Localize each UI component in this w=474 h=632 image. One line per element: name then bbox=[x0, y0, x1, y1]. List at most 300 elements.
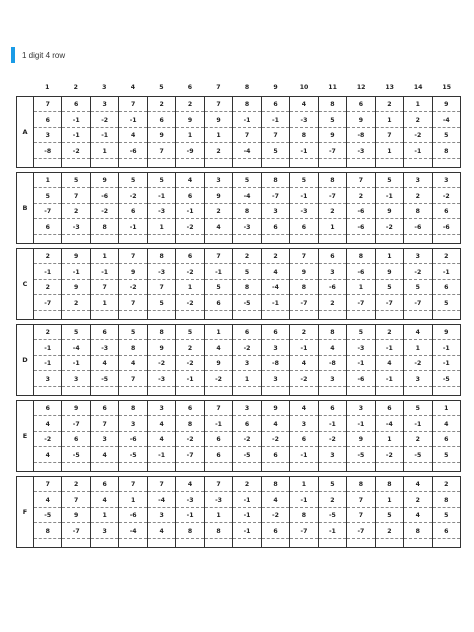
digit-cell: 5 bbox=[205, 280, 232, 295]
answer-cell[interactable] bbox=[119, 311, 146, 321]
problem-column bbox=[119, 249, 147, 319]
digit-cell: 7 bbox=[290, 249, 317, 264]
digit-cell: -8 bbox=[347, 128, 374, 143]
digit-cell: 8 bbox=[176, 417, 203, 432]
digit-cell: -5 bbox=[347, 448, 374, 463]
block-label: D bbox=[17, 325, 34, 395]
digit-cell: 1 bbox=[91, 508, 118, 523]
digit-cell: -1 bbox=[376, 341, 403, 356]
digit-cell: -4 bbox=[233, 189, 260, 204]
digit-cell: 8 bbox=[233, 97, 260, 112]
digit-cell: 5 bbox=[176, 325, 203, 340]
answer-cell[interactable] bbox=[233, 311, 260, 321]
digit-cell: 4 bbox=[205, 220, 232, 235]
digit-cell: -5 bbox=[62, 448, 89, 463]
digit-cell: -3 bbox=[347, 341, 374, 356]
digit-cell: 6 bbox=[176, 401, 203, 416]
digit-cell: -6 bbox=[91, 189, 118, 204]
answer-cell[interactable] bbox=[91, 235, 118, 245]
digit-cell: -2 bbox=[433, 189, 460, 204]
block-label: C bbox=[17, 249, 34, 319]
answer-cell[interactable] bbox=[119, 159, 146, 169]
digit-cell: 4 bbox=[119, 356, 146, 371]
digit-cell: -2 bbox=[119, 280, 146, 295]
problem-column bbox=[404, 97, 432, 167]
problem-column bbox=[148, 325, 176, 395]
digit-cell: -2 bbox=[176, 432, 203, 447]
digit-cell: -1 bbox=[233, 113, 260, 128]
digit-cell: -2 bbox=[176, 356, 203, 371]
column-header: 7 bbox=[216, 84, 221, 91]
digit-cell: 8 bbox=[433, 144, 460, 159]
digit-cell: -1 bbox=[148, 189, 175, 204]
digit-cell: 1 bbox=[404, 341, 431, 356]
digit-cell: -2 bbox=[176, 265, 203, 280]
digit-cell: 1 bbox=[376, 113, 403, 128]
problem-column bbox=[404, 173, 432, 243]
answer-cell[interactable] bbox=[205, 159, 232, 169]
answer-cell[interactable] bbox=[205, 463, 232, 473]
answer-cell[interactable] bbox=[319, 311, 346, 321]
digit-cell: -6 bbox=[433, 220, 460, 235]
answer-cell[interactable] bbox=[376, 387, 403, 397]
digit-cell: 1 bbox=[319, 220, 346, 235]
problem-column bbox=[176, 173, 204, 243]
digit-cell: 1 bbox=[91, 249, 118, 264]
answer-cell[interactable] bbox=[262, 387, 289, 397]
answer-cell[interactable] bbox=[347, 235, 374, 245]
digit-cell: 9 bbox=[319, 128, 346, 143]
digit-cell: 6 bbox=[433, 432, 460, 447]
answer-cell[interactable] bbox=[433, 463, 460, 473]
answer-cell[interactable] bbox=[91, 311, 118, 321]
digit-cell: 4 bbox=[404, 508, 431, 523]
digit-cell: 2 bbox=[347, 189, 374, 204]
digit-cell: -1 bbox=[290, 189, 317, 204]
digit-cell: 6 bbox=[376, 401, 403, 416]
answer-cell[interactable] bbox=[34, 311, 61, 321]
digit-cell: 7 bbox=[34, 477, 61, 492]
digit-cell: -1 bbox=[62, 113, 89, 128]
answer-cell[interactable] bbox=[176, 387, 203, 397]
digit-cell: 7 bbox=[148, 144, 175, 159]
answer-cell[interactable] bbox=[91, 387, 118, 397]
problem-column bbox=[62, 325, 90, 395]
answer-cell[interactable] bbox=[233, 387, 260, 397]
digit-cell: 1 bbox=[91, 296, 118, 311]
answer-cell[interactable] bbox=[119, 387, 146, 397]
answer-cell[interactable] bbox=[376, 235, 403, 245]
digit-cell: 8 bbox=[119, 401, 146, 416]
answer-cell[interactable] bbox=[148, 463, 175, 473]
problem-column bbox=[319, 477, 347, 547]
answer-cell[interactable] bbox=[205, 539, 232, 549]
answer-cell[interactable] bbox=[148, 311, 175, 321]
digit-cell: -2 bbox=[404, 265, 431, 280]
digit-cell: -4 bbox=[119, 524, 146, 539]
answer-cell[interactable] bbox=[91, 463, 118, 473]
digit-cell: 3 bbox=[433, 173, 460, 188]
column-header: 2 bbox=[73, 84, 78, 91]
digit-cell: 1 bbox=[205, 128, 232, 143]
answer-cell[interactable] bbox=[148, 159, 175, 169]
answer-cell[interactable] bbox=[433, 159, 460, 169]
digit-cell: 5 bbox=[34, 189, 61, 204]
digit-cell: 6 bbox=[62, 432, 89, 447]
answer-cell[interactable] bbox=[233, 159, 260, 169]
digit-cell: 1 bbox=[404, 97, 431, 112]
digit-cell: -1 bbox=[376, 372, 403, 387]
digit-cell: 9 bbox=[262, 401, 289, 416]
problem-column bbox=[34, 249, 62, 319]
digit-cell: 5 bbox=[376, 173, 403, 188]
digit-cell: -1 bbox=[233, 508, 260, 523]
answer-cell[interactable] bbox=[176, 159, 203, 169]
digit-cell: 6 bbox=[433, 524, 460, 539]
problem-column bbox=[319, 97, 347, 167]
digit-cell: 1 bbox=[347, 280, 374, 295]
digit-cell: 1 bbox=[91, 144, 118, 159]
digit-cell: 3 bbox=[404, 249, 431, 264]
answer-cell[interactable] bbox=[205, 311, 232, 321]
answer-cell[interactable] bbox=[262, 311, 289, 321]
answer-cell[interactable] bbox=[119, 463, 146, 473]
digit-cell: 7 bbox=[376, 128, 403, 143]
answer-cell[interactable] bbox=[404, 539, 431, 549]
answer-cell[interactable] bbox=[376, 159, 403, 169]
answer-cell[interactable] bbox=[262, 463, 289, 473]
problem-column bbox=[119, 477, 147, 547]
answer-cell[interactable] bbox=[62, 311, 89, 321]
digit-cell: -2 bbox=[376, 448, 403, 463]
answer-cell[interactable] bbox=[319, 235, 346, 245]
problem-column bbox=[262, 325, 290, 395]
digit-cell: 3 bbox=[404, 372, 431, 387]
answer-cell[interactable] bbox=[319, 463, 346, 473]
digit-cell: 4 bbox=[34, 493, 61, 508]
digit-cell: -1 bbox=[347, 356, 374, 371]
digit-cell: -5 bbox=[119, 448, 146, 463]
digit-cell: -2 bbox=[290, 372, 317, 387]
digit-cell: -7 bbox=[376, 296, 403, 311]
digit-cell: -3 bbox=[205, 493, 232, 508]
digit-cell: -7 bbox=[62, 417, 89, 432]
answer-cell[interactable] bbox=[34, 463, 61, 473]
digit-cell: 8 bbox=[176, 524, 203, 539]
digit-cell: 8 bbox=[290, 280, 317, 295]
answer-cell[interactable] bbox=[404, 463, 431, 473]
answer-cell[interactable] bbox=[404, 159, 431, 169]
problem-column bbox=[404, 401, 432, 471]
digit-cell: -3 bbox=[91, 341, 118, 356]
answer-cell[interactable] bbox=[62, 159, 89, 169]
digit-cell: 3 bbox=[319, 265, 346, 280]
problem-column bbox=[376, 401, 404, 471]
problem-column bbox=[148, 401, 176, 471]
digit-cell: 5 bbox=[148, 296, 175, 311]
answer-cell[interactable] bbox=[176, 539, 203, 549]
answer-cell[interactable] bbox=[233, 539, 260, 549]
digit-cell: -2 bbox=[176, 220, 203, 235]
problem-column bbox=[176, 97, 204, 167]
digit-cell: 6 bbox=[262, 448, 289, 463]
answer-cell[interactable] bbox=[34, 159, 61, 169]
answer-cell[interactable] bbox=[290, 235, 317, 245]
problem-column bbox=[376, 477, 404, 547]
answer-cell[interactable] bbox=[262, 235, 289, 245]
digit-cell: 4 bbox=[290, 401, 317, 416]
digit-cell: 5 bbox=[148, 173, 175, 188]
digit-cell: 6 bbox=[119, 204, 146, 219]
digit-cell: -1 bbox=[205, 417, 232, 432]
answer-cell[interactable] bbox=[376, 311, 403, 321]
digit-cell: -2 bbox=[262, 432, 289, 447]
digit-cell: 2 bbox=[34, 280, 61, 295]
answer-cell[interactable] bbox=[119, 539, 146, 549]
problem-column bbox=[433, 325, 460, 395]
digit-cell: 7 bbox=[91, 417, 118, 432]
problem-column bbox=[62, 477, 90, 547]
problem-column bbox=[319, 173, 347, 243]
digit-cell: 4 bbox=[290, 356, 317, 371]
problem-column bbox=[262, 401, 290, 471]
page-title: 1 digit 4 row bbox=[22, 50, 66, 60]
digit-cell: -1 bbox=[91, 128, 118, 143]
answer-cell[interactable] bbox=[433, 235, 460, 245]
digit-cell: 3 bbox=[319, 372, 346, 387]
digit-cell: 4 bbox=[262, 417, 289, 432]
digit-cell: 5 bbox=[62, 325, 89, 340]
answer-cell[interactable] bbox=[34, 387, 61, 397]
answer-cell[interactable] bbox=[34, 235, 61, 245]
answer-cell[interactable] bbox=[347, 159, 374, 169]
answer-cell[interactable] bbox=[176, 235, 203, 245]
digit-cell: -7 bbox=[62, 524, 89, 539]
digit-cell: 5 bbox=[433, 128, 460, 143]
digit-cell: 2 bbox=[262, 249, 289, 264]
digit-cell: 8 bbox=[290, 508, 317, 523]
answer-cell[interactable] bbox=[34, 539, 61, 549]
digit-cell: -2 bbox=[148, 356, 175, 371]
digit-cell: 2 bbox=[176, 341, 203, 356]
digit-cell: -1 bbox=[91, 265, 118, 280]
answer-cell[interactable] bbox=[290, 311, 317, 321]
digit-cell: 2 bbox=[376, 524, 403, 539]
problem-column bbox=[34, 325, 62, 395]
digit-cell: 8 bbox=[290, 128, 317, 143]
answer-cell[interactable] bbox=[404, 235, 431, 245]
answer-cell[interactable] bbox=[347, 387, 374, 397]
digit-cell: 9 bbox=[62, 249, 89, 264]
problem-column bbox=[347, 325, 375, 395]
problem-column bbox=[433, 477, 460, 547]
problem-block bbox=[16, 324, 461, 396]
digit-cell: 9 bbox=[290, 265, 317, 280]
digit-cell: 6 bbox=[262, 97, 289, 112]
digit-cell: -6 bbox=[404, 220, 431, 235]
answer-cell[interactable] bbox=[376, 463, 403, 473]
answer-cell[interactable] bbox=[233, 235, 260, 245]
problem-column bbox=[205, 97, 233, 167]
answer-cell[interactable] bbox=[290, 159, 317, 169]
problem-column bbox=[347, 401, 375, 471]
digit-cell: 5 bbox=[433, 508, 460, 523]
digit-cell: 4 bbox=[404, 477, 431, 492]
problem-block bbox=[16, 400, 461, 472]
digit-cell: -7 bbox=[290, 296, 317, 311]
digit-cell: 3 bbox=[319, 448, 346, 463]
title-accent-bar bbox=[11, 47, 15, 63]
digit-cell: 1 bbox=[433, 401, 460, 416]
answer-cell[interactable] bbox=[62, 539, 89, 549]
digit-cell: 1 bbox=[376, 249, 403, 264]
digit-cell: 6 bbox=[262, 325, 289, 340]
answer-cell[interactable] bbox=[119, 235, 146, 245]
answer-cell[interactable] bbox=[433, 387, 460, 397]
digit-cell: 8 bbox=[148, 325, 175, 340]
digit-cell: -7 bbox=[176, 448, 203, 463]
problem-column bbox=[91, 249, 119, 319]
answer-cell[interactable] bbox=[205, 235, 232, 245]
digit-cell: -2 bbox=[233, 432, 260, 447]
digit-cell: 9 bbox=[91, 173, 118, 188]
problem-column bbox=[176, 401, 204, 471]
problem-column bbox=[34, 477, 62, 547]
column-header: 10 bbox=[299, 84, 309, 91]
problem-column bbox=[376, 249, 404, 319]
answer-cell[interactable] bbox=[205, 387, 232, 397]
digit-cell: -2 bbox=[233, 341, 260, 356]
problem-column bbox=[205, 249, 233, 319]
answer-cell[interactable] bbox=[347, 539, 374, 549]
digit-cell: -1 bbox=[34, 341, 61, 356]
answer-cell[interactable] bbox=[176, 311, 203, 321]
digit-cell: 3 bbox=[62, 372, 89, 387]
digit-cell: 1 bbox=[205, 325, 232, 340]
digit-cell: 1 bbox=[233, 372, 260, 387]
problem-column bbox=[433, 401, 460, 471]
answer-cell[interactable] bbox=[62, 235, 89, 245]
problem-column bbox=[319, 401, 347, 471]
digit-cell: 2 bbox=[404, 189, 431, 204]
digit-cell: 8 bbox=[319, 325, 346, 340]
digit-cell: -5 bbox=[233, 448, 260, 463]
block-label: F bbox=[17, 477, 34, 547]
digit-cell: 2 bbox=[205, 144, 232, 159]
digit-cell: 4 bbox=[34, 417, 61, 432]
digit-cell: 9 bbox=[347, 432, 374, 447]
digit-cell: 9 bbox=[433, 325, 460, 340]
digit-cell: 9 bbox=[119, 265, 146, 280]
problem-column bbox=[376, 97, 404, 167]
problem-column bbox=[433, 173, 460, 243]
answer-cell[interactable] bbox=[148, 235, 175, 245]
digit-cell: -1 bbox=[176, 508, 203, 523]
problem-column bbox=[404, 325, 432, 395]
answer-cell[interactable] bbox=[376, 539, 403, 549]
digit-cell: 2 bbox=[34, 325, 61, 340]
answer-cell[interactable] bbox=[319, 159, 346, 169]
digit-cell: 2 bbox=[62, 204, 89, 219]
answer-cell[interactable] bbox=[433, 311, 460, 321]
problem-column bbox=[91, 97, 119, 167]
digit-cell: -1 bbox=[404, 417, 431, 432]
answer-cell[interactable] bbox=[347, 463, 374, 473]
answer-cell[interactable] bbox=[148, 387, 175, 397]
digit-cell: 1 bbox=[176, 128, 203, 143]
digit-cell: 4 bbox=[205, 341, 232, 356]
answer-cell[interactable] bbox=[91, 159, 118, 169]
digit-cell: 3 bbox=[34, 372, 61, 387]
digit-cell: 4 bbox=[91, 493, 118, 508]
digit-cell: -7 bbox=[347, 296, 374, 311]
answer-cell[interactable] bbox=[62, 463, 89, 473]
digit-cell: 9 bbox=[205, 356, 232, 371]
answer-cell[interactable] bbox=[347, 311, 374, 321]
answer-cell[interactable] bbox=[290, 539, 317, 549]
digit-cell: -7 bbox=[262, 189, 289, 204]
answer-cell[interactable] bbox=[433, 539, 460, 549]
answer-cell[interactable] bbox=[91, 539, 118, 549]
answer-cell[interactable] bbox=[233, 463, 260, 473]
problem-column bbox=[176, 325, 204, 395]
digit-cell: -7 bbox=[34, 296, 61, 311]
digit-cell: 2 bbox=[319, 493, 346, 508]
digit-cell: -1 bbox=[290, 341, 317, 356]
digit-cell: 1 bbox=[376, 432, 403, 447]
digit-cell: 4 bbox=[290, 97, 317, 112]
digit-cell: -7 bbox=[34, 204, 61, 219]
answer-cell[interactable] bbox=[290, 387, 317, 397]
digit-cell: -7 bbox=[319, 189, 346, 204]
answer-cell[interactable] bbox=[176, 463, 203, 473]
answer-cell[interactable] bbox=[262, 159, 289, 169]
digit-cell: 6 bbox=[91, 477, 118, 492]
problem-column bbox=[62, 97, 90, 167]
answer-cell[interactable] bbox=[62, 387, 89, 397]
digit-cell: -1 bbox=[233, 524, 260, 539]
answer-cell[interactable] bbox=[319, 387, 346, 397]
digit-cell: 4 bbox=[262, 493, 289, 508]
digit-cell: -9 bbox=[176, 144, 203, 159]
digit-cell: -1 bbox=[119, 113, 146, 128]
answer-cell[interactable] bbox=[404, 311, 431, 321]
digit-cell: 7 bbox=[119, 296, 146, 311]
digit-cell: 2 bbox=[148, 97, 175, 112]
answer-cell[interactable] bbox=[262, 539, 289, 549]
column-header: 5 bbox=[159, 84, 164, 91]
answer-cell[interactable] bbox=[319, 539, 346, 549]
digit-cell: -3 bbox=[233, 220, 260, 235]
digit-cell: 1 bbox=[376, 144, 403, 159]
digit-cell: -3 bbox=[290, 204, 317, 219]
digit-cell: 6 bbox=[233, 417, 260, 432]
answer-cell[interactable] bbox=[290, 463, 317, 473]
digit-cell: -2 bbox=[262, 508, 289, 523]
digit-cell: 6 bbox=[262, 220, 289, 235]
problem-column bbox=[34, 173, 62, 243]
answer-cell[interactable] bbox=[404, 387, 431, 397]
problem-column bbox=[91, 477, 119, 547]
digit-cell: 7 bbox=[205, 477, 232, 492]
digit-cell: 8 bbox=[347, 477, 374, 492]
digit-cell: 6 bbox=[176, 249, 203, 264]
digit-cell: 1 bbox=[176, 280, 203, 295]
digit-cell: -6 bbox=[347, 372, 374, 387]
digit-cell: 5 bbox=[290, 173, 317, 188]
digit-cell: 2 bbox=[433, 249, 460, 264]
answer-cell[interactable] bbox=[148, 539, 175, 549]
